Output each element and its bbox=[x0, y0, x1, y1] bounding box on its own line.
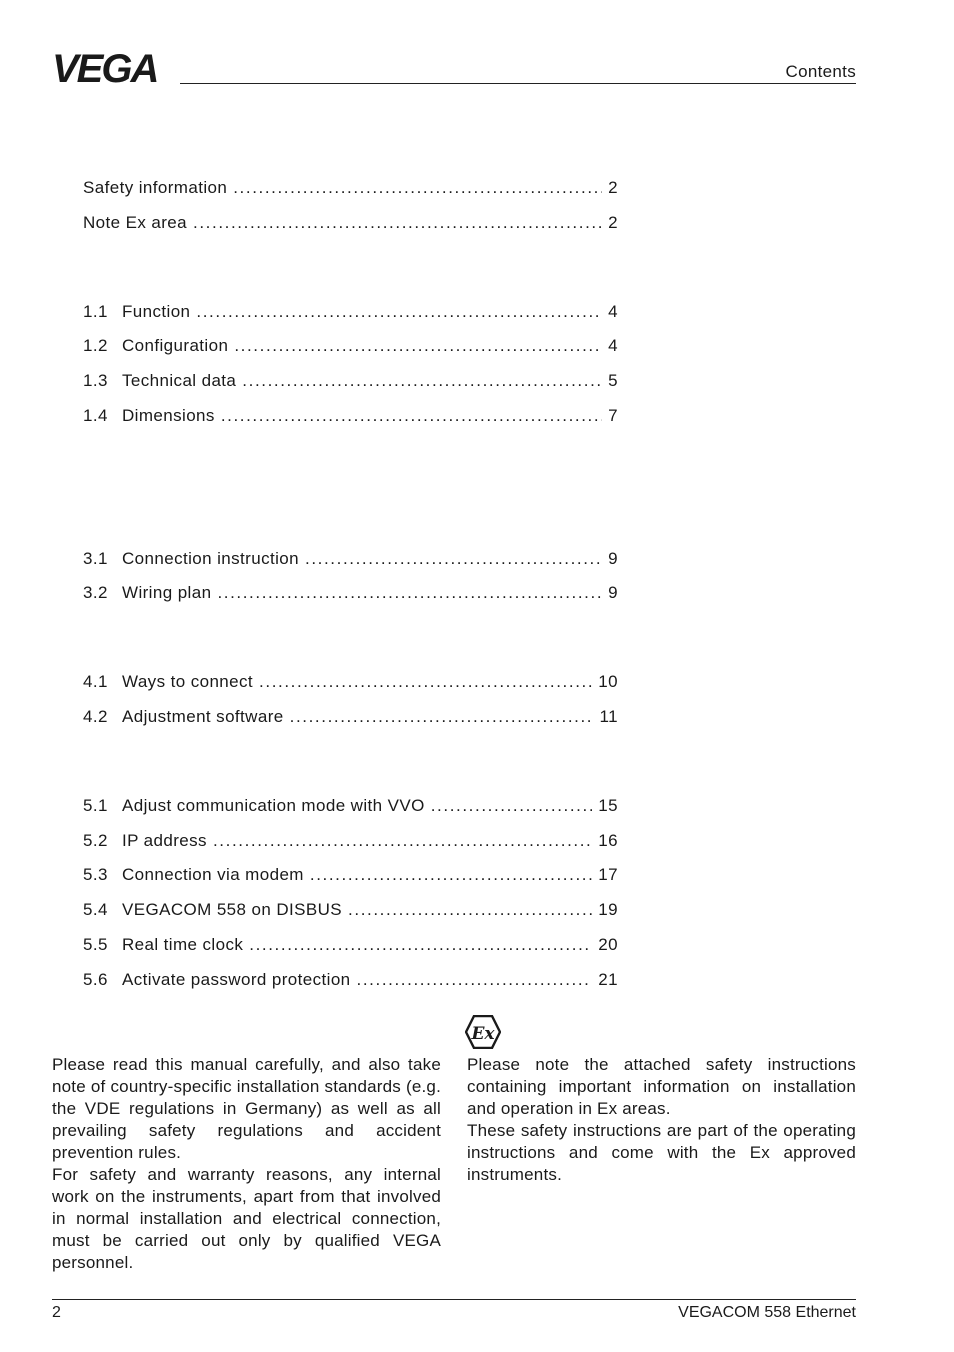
toc-title: Real time clock bbox=[122, 935, 244, 954]
toc-number: 5.2 bbox=[83, 831, 108, 850]
toc-leader bbox=[217, 583, 602, 603]
toc-number: 4.2 bbox=[83, 707, 108, 726]
svg-text:Ex: Ex bbox=[471, 1024, 495, 1044]
toc-entry[interactable] bbox=[83, 970, 618, 992]
toc-page: 9 bbox=[608, 549, 618, 568]
toc-leader bbox=[221, 406, 602, 426]
toc-entry[interactable] bbox=[83, 707, 618, 729]
toc-leader bbox=[234, 336, 602, 356]
toc-title: Note Ex area bbox=[83, 213, 188, 232]
ex-icon bbox=[465, 1015, 501, 1049]
toc-title: IP address bbox=[122, 831, 207, 850]
toc-title: Adjustment software bbox=[122, 707, 284, 726]
toc-page: 7 bbox=[608, 406, 618, 425]
svg-text:VEGA: VEGA bbox=[52, 51, 158, 85]
toc-leader bbox=[431, 796, 593, 816]
toc-title: Technical data bbox=[122, 371, 237, 390]
toc-number: 5.3 bbox=[83, 865, 108, 884]
toc-number: 3.1 bbox=[83, 549, 108, 568]
toc-entry[interactable] bbox=[83, 213, 618, 235]
toc-title: Configuration bbox=[122, 336, 229, 355]
toc-leader bbox=[242, 371, 602, 391]
toc-entry[interactable] bbox=[83, 831, 618, 853]
toc-page: 9 bbox=[608, 583, 618, 602]
toc-entry[interactable] bbox=[83, 302, 618, 324]
toc-number: 1.1 bbox=[83, 302, 108, 321]
ex-note-text bbox=[467, 1054, 856, 1186]
toc-entry[interactable] bbox=[83, 406, 618, 428]
toc-number: 5.5 bbox=[83, 935, 108, 954]
toc-title: Wiring plan bbox=[122, 583, 212, 602]
toc-page: 2 bbox=[608, 213, 618, 232]
toc-entry[interactable] bbox=[83, 549, 618, 571]
toc-page: 11 bbox=[599, 707, 618, 726]
toc-leader bbox=[233, 178, 602, 198]
toc-title: Ways to connect bbox=[122, 672, 254, 691]
toc-leader bbox=[196, 302, 602, 322]
toc-number: 5.6 bbox=[83, 970, 108, 989]
footer-rule bbox=[52, 1299, 856, 1300]
toc-page: 4 bbox=[608, 302, 618, 321]
toc-title: VEGACOM 558 on DISBUS bbox=[122, 900, 343, 919]
toc-leader bbox=[310, 865, 592, 885]
toc-title: Dimensions bbox=[122, 406, 215, 425]
toc-entry[interactable] bbox=[83, 583, 618, 605]
toc-entry[interactable] bbox=[83, 900, 618, 922]
vega-logo bbox=[52, 51, 172, 85]
toc-title: Connection via modem bbox=[122, 865, 304, 884]
toc-entry[interactable] bbox=[83, 336, 618, 358]
header-rule bbox=[180, 83, 856, 84]
toc-leader bbox=[193, 213, 602, 233]
toc-page: 5 bbox=[608, 371, 618, 390]
toc-leader bbox=[213, 831, 592, 851]
toc-leader bbox=[305, 549, 602, 569]
toc-title: Adjust communication mode with VVO bbox=[122, 796, 425, 815]
toc-number: 1.3 bbox=[83, 371, 108, 390]
safety-text bbox=[52, 1054, 441, 1274]
ex-note-paragraph: These safety instructions are part of the operating instructions and come with the Ex approved instruments. bbox=[467, 1121, 856, 1184]
toc-number: 4.1 bbox=[83, 672, 108, 691]
toc-page: 21 bbox=[598, 970, 618, 989]
footer-document-title: VEGACOM 558 Ethernet bbox=[678, 1304, 856, 1321]
toc-number: 5.4 bbox=[83, 900, 108, 919]
page-title: Contents bbox=[785, 62, 856, 81]
toc-page: 4 bbox=[608, 336, 618, 355]
toc-page: 19 bbox=[598, 900, 618, 919]
toc-leader bbox=[357, 970, 593, 990]
toc-number: 1.2 bbox=[83, 336, 108, 355]
toc-title: Connection instruction bbox=[122, 549, 300, 568]
toc-title: Function bbox=[122, 302, 191, 321]
ex-note-paragraph: Please note the attached safety instructions containing important information on installation and operation in Ex areas. bbox=[467, 1055, 856, 1118]
toc-page: 10 bbox=[598, 672, 618, 691]
toc-number: 1.4 bbox=[83, 406, 108, 425]
toc-entry[interactable] bbox=[83, 935, 618, 957]
footer-page-number: 2 bbox=[52, 1304, 61, 1321]
toc-leader bbox=[290, 707, 594, 727]
toc-entry[interactable] bbox=[83, 178, 618, 200]
toc-leader bbox=[259, 672, 592, 692]
toc-entry[interactable] bbox=[83, 371, 618, 393]
toc-title: Activate password protection bbox=[122, 970, 351, 989]
toc-entry[interactable] bbox=[83, 672, 618, 694]
toc-page: 20 bbox=[598, 935, 618, 954]
toc-number: 5.1 bbox=[83, 796, 108, 815]
toc-leader bbox=[249, 935, 592, 955]
toc-number: 3.2 bbox=[83, 583, 108, 602]
toc-page: 15 bbox=[598, 796, 618, 815]
safety-paragraph: For safety and warranty reasons, any internal work on the instruments, apart from that involved in normal installation and electrical connection, must be carried out only by qualified VEGA personnel. bbox=[52, 1165, 441, 1272]
toc-entry[interactable] bbox=[83, 796, 618, 818]
toc-page: 16 bbox=[598, 831, 618, 850]
toc-title: Safety information bbox=[83, 178, 228, 197]
toc-entry[interactable] bbox=[83, 865, 618, 887]
toc-leader bbox=[348, 900, 592, 920]
toc-page: 2 bbox=[608, 178, 618, 197]
toc-page: 17 bbox=[598, 865, 618, 884]
safety-paragraph: Please read this manual carefully, and also take note of country-specific installation standards (e.g. the VDE regulations in Germany) as well as all prevailing safety regulations and accident prevention rules. bbox=[52, 1055, 441, 1162]
